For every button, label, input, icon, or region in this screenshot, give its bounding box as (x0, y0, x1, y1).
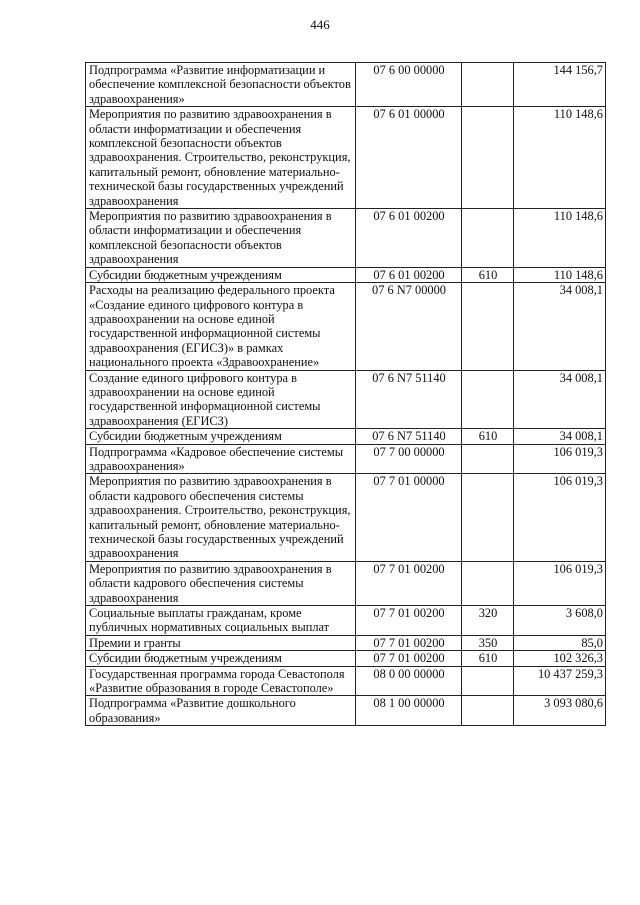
row-amount: 85,0 (514, 635, 606, 650)
row-name: Мероприятия по развитию здравоохранения в области информатизации и обеспечения комплексной безопасности объектов здравоохранения (86, 209, 356, 268)
row-type: 610 (462, 651, 514, 666)
table-row (86, 561, 606, 605)
row-amount: 10 437 259,3 (514, 666, 606, 696)
row-type: 350 (462, 635, 514, 650)
page-number: 446 (310, 17, 330, 32)
row-type (462, 283, 514, 370)
row-amount: 106 019,3 (514, 444, 606, 474)
table-row (86, 635, 606, 650)
row-name: Субсидии бюджетным учреждениям (86, 429, 356, 444)
row-amount: 144 156,7 (514, 63, 606, 107)
table-row (86, 209, 606, 268)
row-code: 07 7 00 00000 (356, 444, 462, 474)
table-row (86, 651, 606, 666)
row-type (462, 444, 514, 474)
row-name: Субсидии бюджетным учреждениям (86, 267, 356, 282)
row-name: Мероприятия по развитию здравоохранения в области кадрового обеспечения системы здравоохранения (86, 561, 356, 605)
row-name: Мероприятия по развитию здравоохранения в области кадрового обеспечения системы здравоохранения. Строительство, реконструкция, капитальный ремонт, обновление материально-технической базы государственных учреждений здравоохранения (86, 474, 356, 561)
table-row (86, 63, 606, 107)
row-type (462, 696, 514, 726)
table-row (86, 283, 606, 370)
row-type (462, 474, 514, 561)
row-code: 07 7 01 00200 (356, 561, 462, 605)
row-amount: 34 008,1 (514, 429, 606, 444)
row-type (462, 209, 514, 268)
budget-table (85, 62, 606, 726)
row-type: 610 (462, 267, 514, 282)
row-type (462, 561, 514, 605)
row-code: 07 6 01 00000 (356, 107, 462, 209)
table-row (86, 444, 606, 474)
row-name: Подпрограмма «Кадровое обеспечение системы здравоохранения» (86, 444, 356, 474)
row-type (462, 63, 514, 107)
row-amount: 34 008,1 (514, 283, 606, 370)
row-code: 07 6 N7 51140 (356, 429, 462, 444)
table-row (86, 606, 606, 636)
row-name: Социальные выплаты гражданам, кроме публичных нормативных социальных выплат (86, 606, 356, 636)
row-code: 08 0 00 00000 (356, 666, 462, 696)
row-type (462, 666, 514, 696)
row-name: Субсидии бюджетным учреждениям (86, 651, 356, 666)
row-name: Подпрограмма «Развитие информатизации и обеспечение комплексной безопасности объектов здравоохранения» (86, 63, 356, 107)
table-row (86, 474, 606, 561)
row-amount: 102 326,3 (514, 651, 606, 666)
table-row (86, 107, 606, 209)
row-type (462, 370, 514, 429)
row-code: 07 7 01 00200 (356, 635, 462, 650)
table-row (86, 429, 606, 444)
row-code: 07 7 01 00200 (356, 651, 462, 666)
row-type (462, 107, 514, 209)
row-amount: 3 608,0 (514, 606, 606, 636)
row-code: 07 6 01 00200 (356, 209, 462, 268)
table-row (86, 370, 606, 429)
table-row (86, 666, 606, 696)
row-amount: 34 008,1 (514, 370, 606, 429)
row-name: Государственная программа города Севастополя «Развитие образования в городе Севастополе» (86, 666, 356, 696)
row-name: Премии и гранты (86, 635, 356, 650)
row-type: 610 (462, 429, 514, 444)
table-row (86, 267, 606, 282)
row-amount: 110 148,6 (514, 107, 606, 209)
row-code: 07 6 N7 51140 (356, 370, 462, 429)
row-name: Подпрограмма «Развитие дошкольного образования» (86, 696, 356, 726)
table-row (86, 696, 606, 726)
row-code: 08 1 00 00000 (356, 696, 462, 726)
row-amount: 110 148,6 (514, 267, 606, 282)
row-code: 07 6 01 00200 (356, 267, 462, 282)
row-code: 07 7 01 00000 (356, 474, 462, 561)
row-code: 07 6 00 00000 (356, 63, 462, 107)
row-amount: 110 148,6 (514, 209, 606, 268)
row-type: 320 (462, 606, 514, 636)
row-code: 07 7 01 00200 (356, 606, 462, 636)
row-amount: 106 019,3 (514, 474, 606, 561)
row-name: Расходы на реализацию федерального проекта «Создание единого цифрового контура в здравоохранении на основе единой государственной информационной системы здравоохранения (ЕГИСЗ)» в рамках национального проекта «Здравоохранение» (86, 283, 356, 370)
row-amount: 106 019,3 (514, 561, 606, 605)
row-code: 07 6 N7 00000 (356, 283, 462, 370)
row-amount: 3 093 080,6 (514, 696, 606, 726)
row-name: Мероприятия по развитию здравоохранения в области информатизации и обеспечения комплексной безопасности объектов здравоохранения. Строительство, реконструкция, капитальный ремонт, обновление материально-технической базы государственных учреждений здравоохранения (86, 107, 356, 209)
row-name: Создание единого цифрового контура в здравоохранении на основе единой государственной информационной системы здравоохранения (ЕГИСЗ) (86, 370, 356, 429)
